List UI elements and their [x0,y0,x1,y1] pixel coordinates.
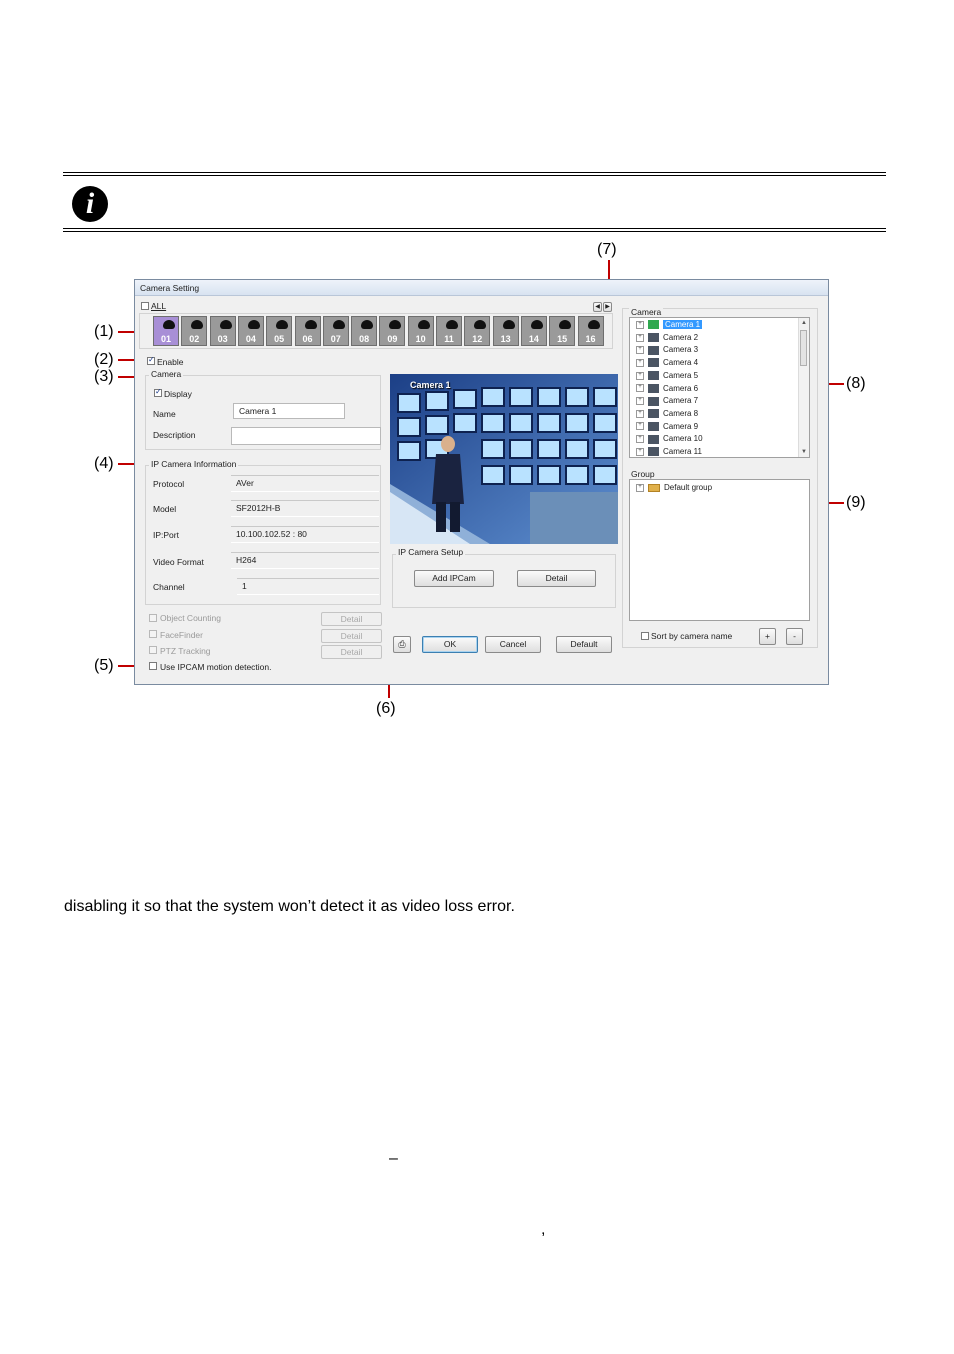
object-counting-checkbox[interactable] [149,614,157,622]
protocol-value: AVer [231,475,379,492]
camera-tile[interactable] [266,316,292,346]
camera-tile[interactable] [578,316,604,346]
camera-dome-icon [248,320,260,329]
expand-icon[interactable]: + [636,346,644,354]
motion-detection-checkbox[interactable] [149,662,157,670]
callout-5: (5) [94,657,114,674]
stray-comma: , [541,1221,546,1238]
camera-dome-icon [361,320,373,329]
camera-tile-number: 16 [585,334,596,344]
sort-checkbox[interactable] [641,632,649,640]
camera-icon [648,422,659,431]
camera-icon [648,384,659,393]
remove-group-button[interactable]: - [786,628,803,645]
camera-tile-number: 07 [330,334,341,344]
ipport-value: 10.100.102.52 : 80 [231,526,379,543]
camera-dome-icon [531,320,543,329]
ptz-tracking-detail-button[interactable]: Detail [321,645,382,659]
camera-tile-number: 15 [557,334,568,344]
camera-tree-item[interactable] [636,383,698,395]
camera-dome-icon [503,320,515,329]
camera-tile[interactable] [351,316,377,346]
camera-tree-item[interactable] [636,357,698,369]
camera-tree-label: Camera 2 [663,332,699,342]
callout-2: (2) [94,351,114,368]
preview-camera-name: Camera 1 [410,380,451,390]
camera-dome-icon [220,320,232,329]
camera-tile[interactable] [436,316,462,346]
camera-tree-item[interactable] [636,344,698,356]
stray-dash: – [389,1150,398,1167]
camera-dome-icon [418,320,430,329]
folder-icon [648,484,660,492]
expand-icon[interactable]: + [636,435,644,443]
camera-tree-label: Camera 11 [663,447,702,456]
default-button[interactable]: Default [556,636,612,653]
camera-tile[interactable] [153,316,179,346]
camera-tile-number: 08 [359,334,370,344]
all-label: ALL [151,301,167,311]
camera-tile-number: 03 [217,334,228,344]
window-title: Camera Setting [135,280,828,296]
camera-tile[interactable] [379,316,405,346]
camera-tile[interactable] [181,316,207,346]
camera-dome-icon [305,320,317,329]
facefinder-checkbox[interactable] [149,630,157,638]
camera-icon [648,371,659,380]
info-icon: i [72,186,108,222]
camera-tile[interactable] [408,316,434,346]
camera-dome-icon [389,320,401,329]
camera-icon [648,447,659,456]
print-button[interactable]: ⎙ [393,636,411,653]
camera-tile-number: 06 [302,334,313,344]
camera-tree-label: Camera 9 [663,421,699,431]
camera-tree-label: Camera 4 [663,358,699,368]
camera-tree-label: Camera 7 [663,396,699,406]
channel-value: 1 [237,578,379,595]
camera-group-title: Camera [151,369,182,379]
callout-6: (6) [376,700,396,717]
group-panel-title: Group [631,469,655,479]
object-counting-detail-button[interactable]: Detail [321,612,382,626]
object-counting-label: Object Counting [160,613,221,623]
camera-tree-label: Camera 1 [665,320,701,329]
camera-tree-label: Camera 6 [663,383,699,393]
note-top-rule-2 [63,175,886,176]
enable-label: Enable [157,357,184,367]
camera-tree-item[interactable] [636,319,702,331]
camera-tile-number: 01 [160,334,171,344]
callout-9: (9) [846,494,866,511]
expand-icon[interactable]: + [636,372,644,380]
callout-8: (8) [846,375,866,392]
expand-icon[interactable]: + [636,484,644,492]
camera-tile[interactable] [521,316,547,346]
camera-tile[interactable] [549,316,575,346]
motion-detection-label: Use IPCAM motion detection. [160,662,272,672]
camera-tile-number: 05 [274,334,285,344]
camera-dome-icon [276,320,288,329]
camera-tile[interactable] [323,316,349,346]
note-bottom-rule [63,228,886,229]
camera-dome-icon [559,320,571,329]
group-tree [629,479,810,621]
camera-tree-label: Camera 5 [663,370,699,380]
camera-icon [648,358,659,367]
group-tree-item[interactable] [636,482,712,494]
ipcam-info-title: IP Camera Information [151,459,237,469]
facefinder-label: FaceFinder [160,630,203,640]
camera-tree-item[interactable] [636,395,698,407]
camera-tile-number: 11 [444,334,454,344]
camera-panel-title: Camera [631,307,662,317]
ptz-tracking-label: PTZ Tracking [160,646,211,656]
note-top-rule [63,172,886,173]
facefinder-detail-button[interactable]: Detail [321,629,382,643]
cancel-button[interactable]: Cancel [485,636,541,653]
ipcam-detail-button[interactable]: Detail [517,570,596,587]
camera-tile-number: 10 [415,334,426,344]
camera-tile[interactable] [238,316,264,346]
ipport-label: IP:Port [153,530,179,540]
camera-dome-icon [474,320,486,329]
video-format-value: H264 [231,552,379,569]
callout-4: (4) [94,455,114,472]
expand-icon[interactable]: + [636,422,644,430]
strip-prev-button[interactable]: ◀ [593,302,602,312]
camera-dome-icon [588,320,600,329]
protocol-label: Protocol [153,479,185,489]
camera-tree-item[interactable] [636,408,698,420]
camera-tile-number: 09 [387,334,398,344]
camera-icon [648,435,659,444]
camera-icon [648,333,659,342]
camera-tree-label: Camera 3 [663,345,699,355]
ptz-tracking-checkbox[interactable] [149,646,157,654]
expand-icon[interactable]: + [636,448,644,456]
display-label: Display [164,389,192,399]
camera-dome-icon [333,320,345,329]
camera-tile-number: 02 [189,334,200,344]
camera-dome-icon [163,320,175,329]
expand-icon[interactable]: + [636,334,644,342]
camera-tree [629,317,810,458]
channel-label: Channel [153,582,185,592]
description-label: Description [153,430,196,440]
scroll-down-icon[interactable]: ▼ [801,449,807,455]
expand-icon[interactable]: + [636,410,644,418]
name-input[interactable]: Camera 1 [233,403,345,419]
callout-7: (7) [597,241,617,258]
camera-tile[interactable] [295,316,321,346]
scroll-up-icon[interactable]: ▲ [801,320,807,326]
camera-tree-item[interactable] [636,332,698,344]
sort-label: Sort by camera name [651,631,733,641]
video-format-label: Video Format [153,557,204,567]
scroll-thumb[interactable] [800,330,807,366]
camera-preview [390,374,618,544]
camera-tree-item[interactable] [636,421,698,433]
camera-setting-window [134,279,829,685]
model-label: Model [153,504,177,514]
camera-tile-number: 12 [472,334,483,344]
camera-tree-item[interactable] [636,433,703,445]
camera-tree-label: Camera 10 [663,434,703,444]
camera-icon [648,409,659,418]
camera-tree-scrollbar[interactable] [798,318,809,457]
camera-dome-icon [191,320,203,329]
camera-tree-item[interactable] [636,370,698,382]
ipcam-setup-title: IP Camera Setup [398,547,464,557]
add-group-button[interactable]: + [759,628,776,645]
camera-tile[interactable] [464,316,490,346]
group-item-label: Default group [664,483,713,492]
display-checkbox[interactable] [154,389,162,397]
camera-tile-number: 14 [528,334,539,344]
camera-tile-number: 04 [245,334,256,344]
strip-next-button[interactable]: ▶ [603,302,612,312]
callout-3: (3) [94,368,114,385]
camera-tile[interactable] [493,316,519,346]
camera-tile-number: 13 [500,334,511,344]
body-text: disabling it so that the system won’t detect it as video loss error. [64,898,515,915]
camera-icon [648,320,659,329]
camera-dome-icon [446,320,458,329]
expand-icon[interactable]: + [636,359,644,367]
add-ipcam-button[interactable]: Add IPCam [414,570,494,587]
name-label: Name [153,409,176,419]
ok-button[interactable]: OK [422,636,478,653]
camera-icon [648,397,659,406]
camera-icon [648,346,659,355]
camera-tree-label: Camera 8 [663,408,699,418]
model-value: SF2012H-B [231,500,379,517]
callout-1: (1) [94,323,114,340]
all-checkbox[interactable] [141,302,149,310]
camera-tile[interactable] [210,316,236,346]
enable-checkbox[interactable] [147,357,155,365]
description-input[interactable] [231,427,381,445]
camera-tree-item[interactable] [636,446,702,458]
expand-icon[interactable]: + [636,321,644,329]
expand-icon[interactable]: + [636,397,644,405]
preview-image [390,374,618,544]
note-bottom-rule-2 [63,231,886,232]
expand-icon[interactable]: + [636,384,644,392]
